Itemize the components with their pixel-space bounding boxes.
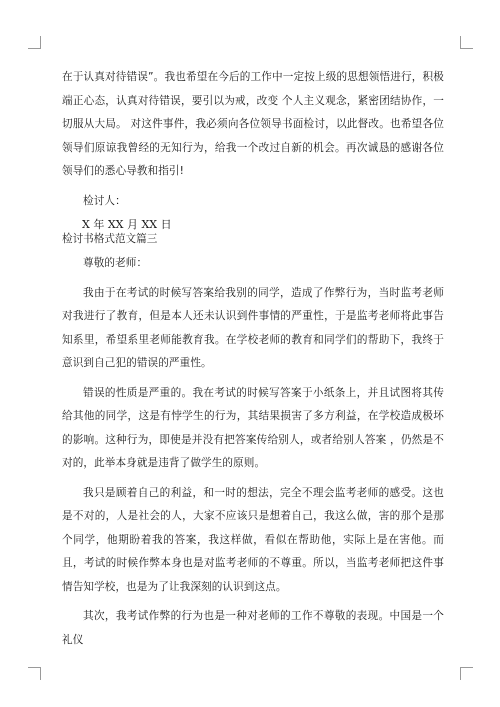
signature-label: 检讨人： xyxy=(83,194,126,207)
date-line: X 年 XX 月 XX 日 xyxy=(82,218,172,231)
paragraph-respect: 其次，我考试作弊的行为也是一种对老师的工作不尊敬的表现。中国是一个礼仪 xyxy=(62,610,444,646)
paragraph-selfish: 我只是顾着自己的利益，和一时的想法，完全不理会监考老师的感受。这也是不对的，人是社会的人，大家不应该只是想着自己，我这么做，害的那个是那个同学，他期盼着我的答案，我这样做，看似在帮助他，实际上是在害他。而且，考试的时候作弊本身也是对监考老师的不尊重。所以，当监考老师把这件事情告知学校，也是为了让我深刻的认识到这点。 xyxy=(62,486,444,593)
crop-mark-top-left xyxy=(28,36,41,49)
paragraph-severity: 错误的性质是严重的。我在考试的时候写答案于小纸条上，并且试图将其传给其他的同学，这是有悖学生的行为，其结果损害了多方利益，在学校造成极坏的影响。这种行为，即使是并没有把答案传给别人，或者给别人答案 ，仍然是不对的，此举本身就是违背了做学生的原则。 xyxy=(62,386,444,469)
crop-mark-top-right xyxy=(460,36,473,49)
document-body xyxy=(62,66,444,652)
crop-mark-bottom-right xyxy=(460,667,473,680)
section-heading: 检讨书格式范文篇三 xyxy=(62,233,158,245)
crop-mark-bottom-left xyxy=(28,667,41,680)
paragraph-closing: 在于认真对待错误”。我也希望在今后的工作中一定按上级的思想领悟进行，积极端正心态，认真对待错误，要引以为戒，改变 个人主义观念，紧密团结协作，一切服从大局。 对这件事件，我必须向各位领导书面检讨，以此督改。也希望各位领导们原谅我曾经的无知行为，给我一个改过自新的机会。再次诚恳的感谢各位领导们的悉心导教和指引! xyxy=(62,71,444,177)
greeting: 尊敬的老师： xyxy=(83,257,148,269)
paragraph-incident: 我由于在考试的时候写答案给我别的同学，造成了作弊行为，当时监考老师对我进行了教育，但是本人还未认识到件事情的严重性，于是监考老师将此事告知系里，希望系里老师能教育我。在学校老师的教育和同学们的帮助下，我终于意识到自己犯的错误的严重性。 xyxy=(62,286,444,369)
